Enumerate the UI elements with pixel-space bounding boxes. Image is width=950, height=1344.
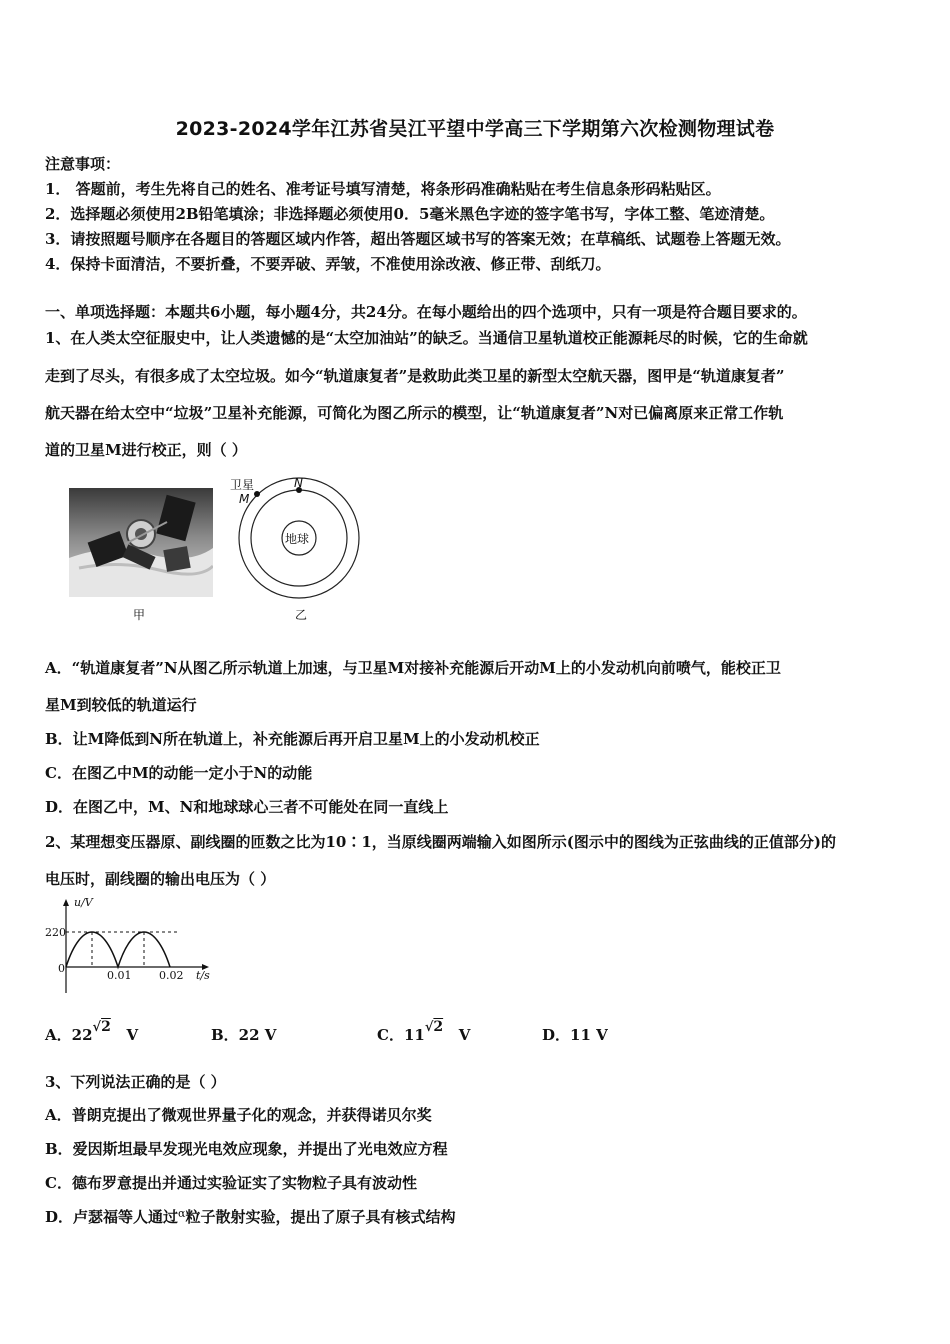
q1-line-2: 走到了尽头，有很多成了太空垃圾。如今“轨道康复者”是救助此类卫星的新型太空航天器，图甲是“轨道康复者” (45, 367, 785, 385)
q2-option-c-unit: V (458, 1026, 471, 1044)
rectified-sine-curve (66, 932, 170, 967)
satellite-m-dot (254, 491, 260, 497)
q2-option-b: B．22 V (211, 1026, 277, 1044)
sqrt-icon: √ (92, 1020, 102, 1035)
graph-x-tick-2: 0.02 (159, 969, 184, 982)
notice-item-3: 3．请按照题号顺序在各题目的答题区域内作答，超出答题区域书写的答案无效；在草稿纸、试题卷上答题无效。 (45, 230, 791, 248)
q2-line-1: 2、某理想变压器原、副线圈的匝数之比为10∶1，当原线圈两端输入如图所示(图示中的图线为正弦曲线的正值部分)的 (45, 833, 836, 851)
q1-option-b: B．让M降低到N所在轨道上，补充能源后再开启卫星M上的小发动机校正 (45, 730, 540, 748)
notice-item-2: 2．选择题必须使用2B铅笔填涂；非选择题必须使用0．5毫米黑色字迹的签字笔书写，字体工整、笔迹清楚。 (45, 205, 775, 223)
q1-option-c: C．在图乙中M的动能一定小于N的动能 (45, 764, 313, 782)
label-n: N (294, 476, 303, 490)
graph-x-tick-1: 0.01 (107, 969, 132, 982)
notice-item-1: 1． 答题前，考生先将自己的姓名、准考证号填写清楚，将条形码准确粘贴在考生信息条形码粘贴区。 (45, 180, 721, 198)
q2-line-2: 电压时，副线圈的输出电压为（ ） (45, 870, 276, 888)
label-weixing: 卫星 (230, 478, 255, 492)
sqrt-icon: √ (424, 1020, 434, 1035)
y-axis-arrow (63, 899, 69, 906)
q1-line-3: 航天器在给太空中“垃圾”卫星补充能源，可简化为图乙所示的模型，让“轨道康复者”N对已偏离原来正常工作轨 (45, 404, 784, 422)
figure-jia-caption: 甲 (133, 608, 146, 622)
q3-option-d (45, 1206, 455, 1227)
notice-item-4: 4．保持卡面清洁，不要折叠，不要弄破、弄皱，不准使用涂改液、修正带、刮纸刀。 (45, 255, 611, 273)
graph-xlabel: t/s (196, 969, 210, 982)
graph-ylabel: u/V (74, 896, 93, 909)
notice-heading: 注意事项： (45, 155, 121, 173)
page-title: 2023-2024学年江苏省吴江平望中学高三下学期第六次检测物理试卷 (175, 118, 775, 140)
q2-option-a-unit: V (126, 1026, 139, 1044)
q2-option-a-root: 2 (101, 1019, 111, 1035)
q2-option-d: D．11 V (542, 1026, 608, 1044)
section-heading: 一、单项选择题：本题共6小题，每小题4分，共24分。在每小题给出的四个选项中，只有一项是符合题目要求的。 (45, 303, 807, 321)
q3-stem: 3、下列说法正确的是（ ） (45, 1073, 226, 1091)
label-m: M (239, 492, 250, 506)
q1-line-1: 1、在人类太空征服史中，让人类遗憾的是“太空加油站”的缺乏。当通信卫星轨道校正能源耗尽的时候，它的生命就 (45, 329, 808, 347)
q3-option-d-alpha: α (178, 1207, 186, 1220)
q2-option-c-text: C．11 (377, 1026, 425, 1044)
q2-option-c (377, 1019, 471, 1045)
q3-option-d-pre: D．卢瑟福等人通过 (45, 1208, 179, 1226)
q3-option-d-post: 粒子散射实验，提出了原子具有核式结构 (185, 1208, 456, 1226)
q3-option-a: A．普朗克提出了微观世界量子化的观念，并获得诺贝尔奖 (45, 1106, 432, 1124)
graph-y-tick: 220 (45, 926, 66, 939)
q1-option-d: D．在图乙中，M、N和地球球心三者不可能处在同一直线上 (45, 798, 449, 816)
q1-option-a-line-2: 星M到较低的轨道运行 (45, 696, 197, 714)
label-earth: 地球 (285, 532, 310, 546)
figure-yi-caption: 乙 (295, 608, 308, 622)
q2-option-a-text: A．22 (45, 1026, 93, 1044)
q2-option-a (45, 1019, 139, 1045)
q1-option-a-line-1: A．“轨道康复者”N从图乙所示轨道上加速，与卫星M对接补充能源后开动M上的小发动机向前喷气，能校正卫 (45, 659, 781, 677)
q3-option-c: C．德布罗意提出并通过实验证实了实物粒子具有波动性 (45, 1174, 417, 1192)
q2-option-c-root: 2 (433, 1019, 444, 1035)
q1-line-4: 道的卫星M进行校正，则（ ） (45, 441, 247, 459)
graph-origin: 0 (58, 962, 65, 975)
q3-option-b: B．爱因斯坦最早发现光电效应现象，并提出了光电效应方程 (45, 1140, 448, 1158)
satellite-photo (69, 488, 213, 597)
